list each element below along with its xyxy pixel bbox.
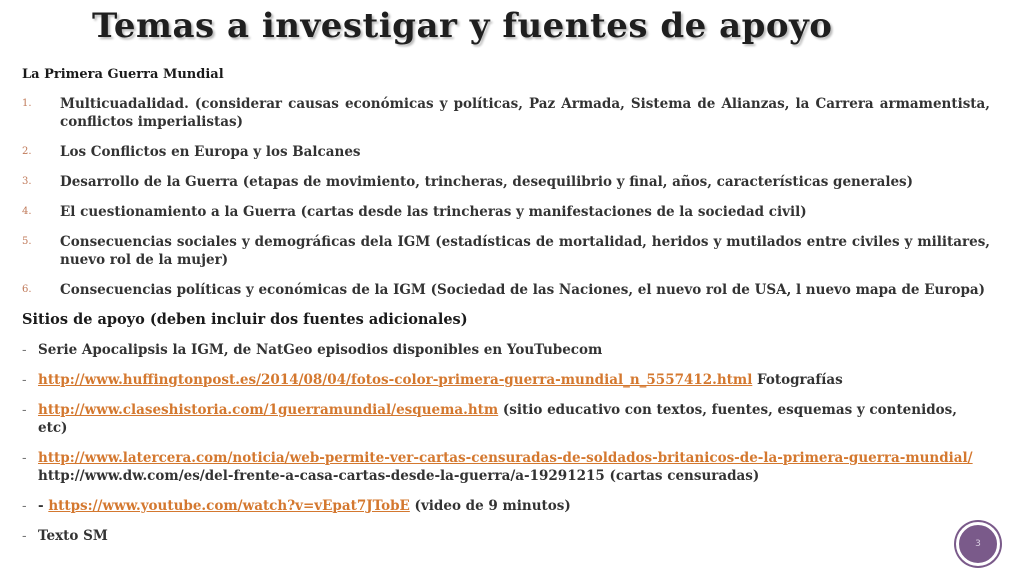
list-dash: - <box>22 498 27 514</box>
list-dash: - <box>22 450 27 466</box>
topic-text: Los Conflictos en Europa y los Balcanes <box>60 144 361 160</box>
list-number: 5. <box>22 236 32 247</box>
list-number: 4. <box>22 206 32 217</box>
source-link[interactable]: http://www.huffingtonpost.es/2014/08/04/fotos-color-primera-guerra-mundial_n_5557412.html <box>38 372 753 388</box>
slide-title: Temas a investigar y fuentes de apoyo <box>92 6 833 46</box>
list-number: 3. <box>22 176 32 187</box>
topic-item <box>22 233 990 269</box>
list-dash: - <box>22 528 27 544</box>
topic-text: Consecuencias sociales y demográficas dela IGM (estadísticas de mortalidad, heridos y mutilados entre civiles y militares, nuevo rol de la mujer) <box>60 234 990 268</box>
topics-list <box>22 95 990 299</box>
source-link[interactable]: https://www.youtube.com/watch?v=vEpat7JTobE <box>48 498 410 514</box>
source-text: (video de 9 minutos) <box>409 498 571 514</box>
section-heading-topics: La Primera Guerra Mundial <box>22 67 224 82</box>
slide-number-badge <box>956 522 1000 566</box>
source-item <box>22 497 990 515</box>
source-link[interactable]: http://www.claseshistoria.com/1guerramundial/esquema.htm <box>38 402 499 418</box>
list-number: 2. <box>22 146 32 157</box>
list-number: 1. <box>22 98 32 109</box>
list-dash: - <box>22 402 27 418</box>
list-dash: - <box>22 342 27 358</box>
source-prefix: - <box>38 498 49 514</box>
topic-text: Consecuencias políticas y económicas de la IGM (Sociedad de las Naciones, el nuevo rol de USA, l nuevo mapa de Europa) <box>60 282 986 298</box>
topic-text: Desarrollo de la Guerra (etapas de movimiento, trincheras, desequilibrio y final, años, características generales) <box>60 174 914 190</box>
source-text: Texto SM <box>38 528 108 544</box>
source-text: Fotografías <box>752 372 843 388</box>
source-text: Serie Apocalipsis la IGM, de NatGeo episodios disponibles en YouTubecom <box>38 342 603 358</box>
source-item <box>22 371 990 389</box>
topic-item <box>22 95 990 131</box>
sources-list <box>22 341 990 545</box>
section-heading-sources: Sitios de apoyo (deben incluir dos fuentes adicionales) <box>22 311 468 328</box>
topic-item <box>22 173 990 191</box>
source-item <box>22 401 990 437</box>
topic-item <box>22 203 990 221</box>
source-item <box>22 341 990 359</box>
source-link[interactable]: http://www.latercera.com/noticia/web-permite-ver-cartas-censuradas-de-soldados-britanicos-de-la-primera-guerra-mundial/ <box>38 450 973 466</box>
list-dash: - <box>22 372 27 388</box>
source-text: (sitio educativo con textos, fuentes, esquemas y contenidos, etc) <box>38 402 957 436</box>
topic-text: Multicuadalidad. (considerar causas económicas y políticas, Paz Armada, Sistema de Alianzas, la Carrera armamentista, conflictos imperialistas) <box>60 96 990 130</box>
source-item <box>22 449 990 485</box>
topic-item <box>22 281 990 299</box>
slide-content <box>22 66 990 557</box>
topic-text: El cuestionamiento a la Guerra (cartas desde las trincheras y manifestaciones de la sociedad civil) <box>60 204 807 220</box>
source-item <box>22 527 990 545</box>
list-number: 6. <box>22 284 32 295</box>
slide-number: 3 <box>975 539 981 549</box>
source-text: http://www.dw.com/es/del-frente-a-casa-cartas-desde-la-guerra/a-19291215 (cartas censuradas) <box>38 468 760 484</box>
topic-item <box>22 143 990 161</box>
